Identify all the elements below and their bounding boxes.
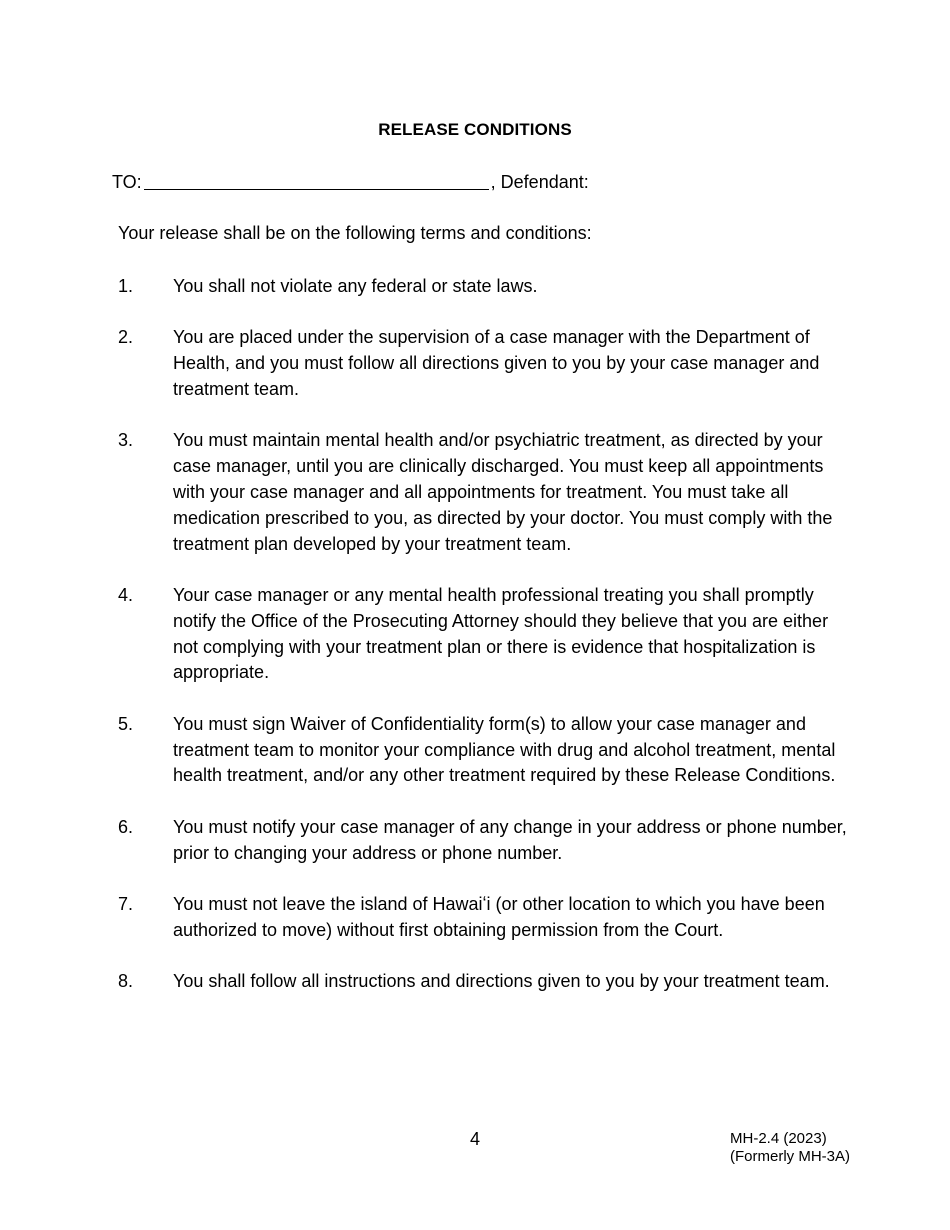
condition-number: 2. xyxy=(118,327,134,348)
formerly-code: (Formerly MH-3A) xyxy=(730,1148,850,1165)
defendant-name-blank[interactable] xyxy=(144,171,489,190)
intro-text: Your release shall be on the following terms and conditions: xyxy=(118,223,592,243)
condition-number: 8. xyxy=(118,971,134,992)
condition-text: Your case manager or any mental health professional treating you shall promptly notify the Office of the Prosecuting Attorney should they believe that you are either not complying with your treatment plan or there is evidence that hospitalization is appropriate. xyxy=(173,584,829,683)
condition-item xyxy=(118,815,848,867)
form-code: MH-2.4 (2023) xyxy=(730,1130,827,1147)
condition-item xyxy=(118,969,848,995)
condition-text: You shall follow all instructions and directions given to you by your treatment team. xyxy=(173,971,830,992)
condition-item xyxy=(118,892,848,944)
condition-item xyxy=(118,274,848,300)
condition-item xyxy=(118,428,848,557)
condition-number: 5. xyxy=(118,713,134,734)
condition-number: 6. xyxy=(118,816,134,837)
to-label: TO: xyxy=(112,172,142,192)
defendant-label: , Defendant: xyxy=(490,172,589,192)
condition-text: You must notify your case manager of any change in your address or phone number, prior to changing your address or phone number. xyxy=(173,816,847,863)
conditions-list xyxy=(118,274,848,1020)
page-number: 4 xyxy=(469,1129,480,1149)
condition-number: 1. xyxy=(118,276,134,296)
condition-text: You shall not violate any federal or state laws. xyxy=(173,276,538,296)
to-line xyxy=(112,171,589,193)
condition-item xyxy=(118,712,848,789)
condition-text: You must not leave the island of Hawaiʻi (or other location to which you have been authorized to move) without first obtaining permission from the Court. xyxy=(173,893,825,940)
condition-item xyxy=(118,325,848,402)
condition-number: 7. xyxy=(118,893,134,914)
condition-text: You are placed under the supervision of a case manager with the Department of Health, and you must follow all directions given to you by your case manager and treatment team. xyxy=(173,327,820,399)
form-code-block xyxy=(730,1130,850,1166)
condition-item xyxy=(118,583,848,686)
condition-text: You must maintain mental health and/or psychiatric treatment, as directed by your case manager, until you are clinically discharged. You must keep all appointments with your case manager and all appointments for treatment. You must take all medication prescribed to you, as directed by your doctor. You must comply with the treatment plan developed by your treatment team. xyxy=(173,430,833,554)
condition-number: 3. xyxy=(118,430,134,451)
condition-number: 4. xyxy=(118,584,134,605)
page-title: RELEASE CONDITIONS xyxy=(378,120,572,139)
condition-text: You must sign Waiver of Confidentiality form(s) to allow your case manager and treatment team to monitor your compliance with drug and alcohol treatment, mental health treatment, and/or any other treatment required by these Release Conditions. xyxy=(173,713,836,786)
